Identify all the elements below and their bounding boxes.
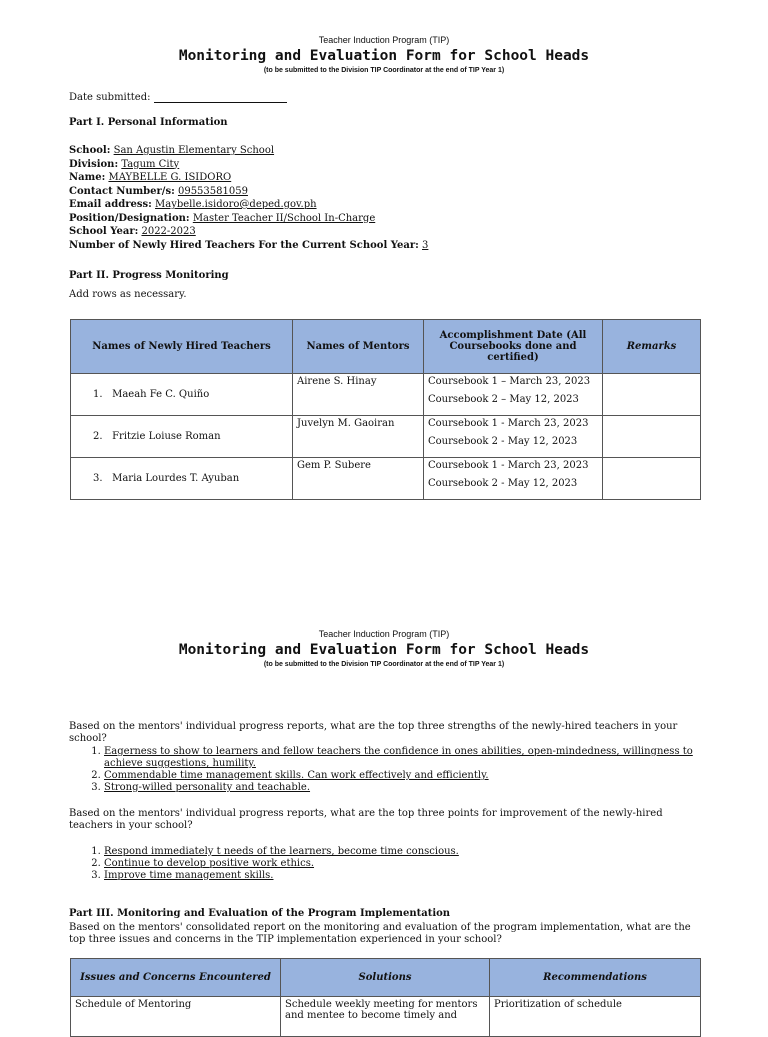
list-item: Respond immediately t needs of the learners, become time conscious. xyxy=(104,846,459,857)
info-label-new-teachers: Number of Newly Hired Teachers For the Current School Year: xyxy=(69,239,419,251)
solution-cell: Schedule weekly meeting for mentors and mentee to become timely and xyxy=(281,997,490,1037)
info-label-division: Division: xyxy=(69,158,119,170)
row-number: 3. xyxy=(93,473,103,484)
date-submitted-row xyxy=(69,91,287,103)
teacher-name: Maeah Fe C. Quiño xyxy=(112,389,210,400)
info-value-name: MAYBELLE G. ISIDORO xyxy=(108,172,232,183)
accomplishment-cell xyxy=(424,374,603,416)
teacher-name: Fritzie Loiuse Roman xyxy=(112,431,221,442)
info-value-contact: 09553581059 xyxy=(177,185,248,197)
teacher-name: Maria Lourdes T. Ayuban xyxy=(112,473,240,484)
program-name-2: Teacher Induction Program (TIP) xyxy=(318,629,450,639)
strengths-question: Based on the mentors' individual progress reports, what are the top three strengths of the newly-hired teachers in your school? xyxy=(69,721,678,744)
header-issues: Issues and Concerns Encountered xyxy=(71,959,281,997)
teacher-cell xyxy=(71,374,293,416)
remarks-cell xyxy=(603,416,701,458)
coursebook-2-date: Coursebook 2 - May 12, 2023 xyxy=(428,436,578,447)
list-item: Commendable time management skills. Can work effectively and efficiently. xyxy=(104,770,489,781)
remarks-cell xyxy=(603,374,701,416)
header-solutions: Solutions xyxy=(281,959,490,997)
page-title-2: Monitoring and Evaluation Form for School Heads xyxy=(178,642,590,658)
info-label-contact: Contact Number/s: xyxy=(69,185,175,197)
table-row xyxy=(71,416,701,458)
info-label-position: Position/Designation: xyxy=(69,212,190,224)
list-item: Improve time management skills. xyxy=(104,870,274,881)
info-value-school: San Agustin Elementary School xyxy=(113,145,275,156)
program-name: Teacher Induction Program (TIP) xyxy=(318,35,450,45)
mentor-cell: Gem P. Subere xyxy=(293,458,424,500)
issue-cell: Schedule of Mentoring xyxy=(71,997,281,1037)
info-label-name: Name: xyxy=(69,172,106,183)
info-value-email: Maybelle.isidoro@deped.gov.ph xyxy=(155,199,317,210)
table-row xyxy=(71,997,701,1037)
info-label-school-year: School Year: xyxy=(69,226,139,237)
coursebook-1-date: Coursebook 1 - March 23, 2023 xyxy=(428,418,589,429)
table-row xyxy=(71,374,701,416)
info-label-email: Email address: xyxy=(69,199,152,210)
header-remarks: Remarks xyxy=(603,320,701,374)
info-value-division: Tagum City xyxy=(121,158,180,170)
coursebook-1-date: Coursebook 1 - March 23, 2023 xyxy=(428,460,589,471)
date-submitted-field[interactable] xyxy=(154,91,287,103)
coursebook-1-date: Coursebook 1 – March 23, 2023 xyxy=(428,376,591,387)
teacher-cell xyxy=(71,458,293,500)
teacher-cell xyxy=(71,416,293,458)
add-rows-note: Add rows as necessary. xyxy=(69,289,187,300)
strengths-list xyxy=(69,746,734,794)
page-subtitle: (to be submitted to the Division TIP Coordinator at the end of TIP Year 1) xyxy=(263,67,505,74)
info-value-school-year: 2022-2023 xyxy=(141,226,196,237)
part3-question: Based on the mentors' consolidated report on the monitoring and evaluation of the program implementation, what are the top three issues and concerns in the TIP implementation experienced in your school? xyxy=(69,922,691,945)
row-number: 2. xyxy=(93,431,103,442)
page-title: Monitoring and Evaluation Form for School Heads xyxy=(178,48,590,64)
part1-heading: Part I. Personal Information xyxy=(69,117,228,128)
progress-table xyxy=(70,319,701,500)
header-accomplishment: Accomplishment Date (All Coursebooks done and certified) xyxy=(424,320,603,374)
accomplishment-cell xyxy=(424,458,603,500)
page-subtitle-2: (to be submitted to the Division TIP Coordinator at the end of TIP Year 1) xyxy=(263,661,505,668)
header-teachers: Names of Newly Hired Teachers xyxy=(71,320,293,374)
info-value-new-teachers: 3 xyxy=(422,239,429,251)
accomplishment-cell xyxy=(424,416,603,458)
header-recommendations: Recommendations xyxy=(490,959,701,997)
table-header-row xyxy=(71,320,701,374)
date-submitted-label: Date submitted: xyxy=(69,92,151,103)
list-item: Strong-willed personality and teachable. xyxy=(104,782,311,793)
info-label-school: School: xyxy=(69,145,111,156)
mentor-cell: Airene S. Hinay xyxy=(293,374,424,416)
part3-heading: Part III. Monitoring and Evaluation of the Program Implementation xyxy=(69,908,451,919)
recommendation-cell: Prioritization of schedule xyxy=(490,997,701,1037)
part2-heading: Part II. Progress Monitoring xyxy=(69,270,229,281)
personal-info xyxy=(69,144,428,252)
list-item: Eagerness to show to learners and fellow teachers the confidence in ones abilities, open-mindedness, willingness to achieve suggestions, humility. xyxy=(104,746,693,769)
remarks-cell xyxy=(603,458,701,500)
mentor-cell: Juvelyn M. Gaoiran xyxy=(293,416,424,458)
table-header-row xyxy=(71,959,701,997)
row-number: 1. xyxy=(93,389,103,400)
header-mentors: Names of Mentors xyxy=(293,320,424,374)
improvement-list xyxy=(69,846,734,882)
table-row xyxy=(71,458,701,500)
coursebook-2-date: Coursebook 2 - May 12, 2023 xyxy=(428,478,578,489)
improvement-question: Based on the mentors' individual progress reports, what are the top three points for improvement of the newly-hired teachers in your school? xyxy=(69,808,663,831)
coursebook-2-date: Coursebook 2 – May 12, 2023 xyxy=(428,394,579,405)
issues-table xyxy=(70,958,701,1037)
info-value-position: Master Teacher II/School In-Charge xyxy=(192,212,376,224)
list-item: Continue to develop positive work ethics. xyxy=(104,858,315,869)
